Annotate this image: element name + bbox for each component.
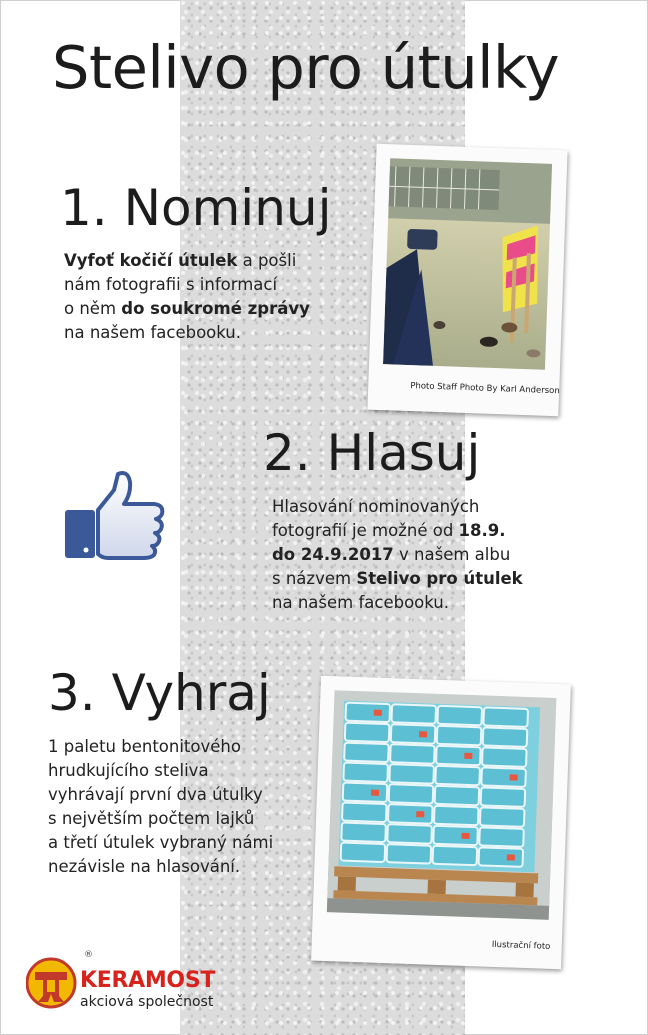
registered-mark: ® [84,950,93,960]
text-line [272,495,523,519]
plain-text: na našem facebooku. [64,323,242,342]
bold-text: 18.9. [458,521,506,540]
plain-text: fotografií je možné od [272,521,459,540]
litter-bags-photo-card [311,676,571,970]
litter-bags-photo [327,690,557,920]
text-line [48,831,273,855]
plain-text: vyhrávají první dva útulky [48,785,263,804]
step3-heading: 3. Vyhraj [48,664,271,722]
step2-heading: 2. Hlasuj [263,424,481,482]
plain-text: a třetí útulek vybraný námi [48,833,274,852]
bold-text: Stelivo pro útulek [356,569,523,588]
plain-text: Hlasování nominovaných [272,497,480,516]
text-line [48,759,273,783]
text-line [48,855,273,879]
plain-text: s největším počtem lajků [48,809,255,828]
page-title: Stelivo pro útulky [52,33,559,102]
step3-text [48,735,273,879]
brand-subtitle: akciová společnost [80,994,214,1010]
brand-name: KERAMOST [80,968,216,993]
bold-text: Vyfoť kočičí útulek [64,251,238,270]
text-line [272,567,523,591]
text-line [64,249,310,273]
plain-text: o něm [64,299,122,318]
text-line [272,519,523,543]
text-line [48,807,273,831]
bold-text: do 24.9.2017 [272,545,394,564]
plain-text: nezávisle na hlasování. [48,857,241,876]
plain-text: a pošli [237,251,297,270]
text-line [272,591,523,615]
text-line [48,783,273,807]
keramost-logo [26,950,93,1020]
plain-text: s názvem [272,569,357,588]
text-line [64,297,310,321]
plain-text: hrudkujícího steliva [48,761,209,780]
step1-heading: 1. Nominuj [60,179,332,237]
plain-text: na našem facebooku. [272,593,450,612]
shelter-photo-card [367,144,567,417]
step1-text [64,249,310,345]
photo2-caption: Ilustrační foto [491,939,551,952]
plain-text: 1 paletu bentonitového [48,737,241,756]
text-line [48,735,273,759]
photo1-caption: Photo Staff Photo By Karl Anderson [410,381,560,397]
text-line [64,321,310,345]
text-line [64,273,310,297]
plain-text: nám fotografii s informací [64,275,278,294]
text-line [272,543,523,567]
bold-text: do soukromé zprávy [121,299,310,318]
step2-text [272,495,523,615]
thumbs-up-icon [62,470,166,562]
plain-text: v našem albu [393,545,511,564]
cat-shelter-photo [383,158,552,370]
